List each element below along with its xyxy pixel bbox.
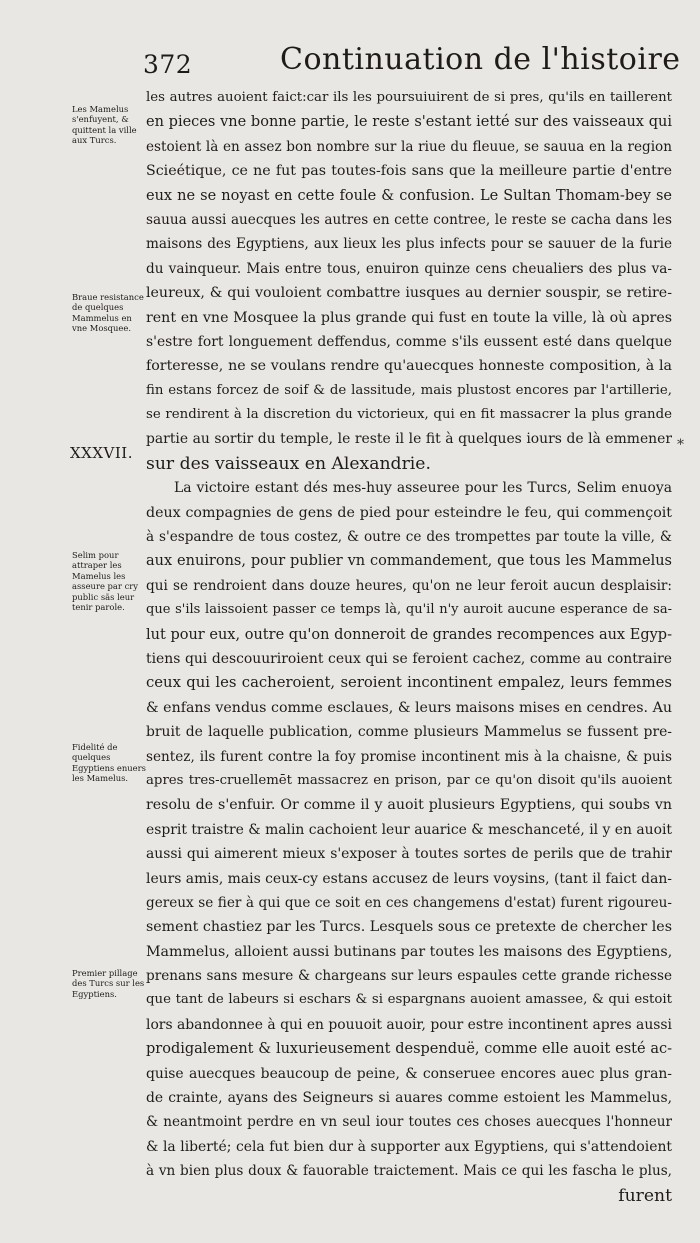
text-line: sauua aussi auecques les autres en cette contree, le reste se cacha dans les xyxy=(146,211,672,228)
text-line: aussi qui aimerent mieux s'exposer à toutes sortes de perils que de trahir xyxy=(146,846,672,863)
text-line: estoient là en assez bon nombre sur la riue du fleuue, se sauua en la region xyxy=(146,138,672,155)
text-line: s'estre fort longuement deffendus, comme s'ils eussent esté dans quelque xyxy=(146,333,672,350)
text-line: à vn bien plus doux & fauorable traictement. Mais ce qui les fascha le plus, xyxy=(146,1163,672,1180)
text-line: lut pour eux, outre qu'on donneroit de grandes recompences aux Egyp- xyxy=(146,626,672,643)
text-line: La victoire estant dés mes-huy asseuree pour les Turcs, Selim enuoya xyxy=(174,480,672,497)
text-line: ceux qui les cacheroient, seroient incontinent empalez, leurs femmes xyxy=(146,674,672,692)
text-line: à s'espandre de tous costez, & outre ce des trompettes par toute la ville, & xyxy=(146,529,672,546)
chapter-number: XXXVII. xyxy=(70,444,133,462)
marginal-note: Premier pillage des Turcs sur les Egyptiens. xyxy=(72,968,145,999)
body-text xyxy=(146,86,672,1208)
text-line: Mammelus, alloient aussi butinans par toutes les maisons des Egyptiens, xyxy=(146,943,672,960)
text-line: sement chastiez par les Turcs. Lesquels sous ce pretexte de chercher les xyxy=(146,919,672,936)
text-line: les autres auoient faict:car ils les poursuiuirent de si pres, qu'ils en taillerent xyxy=(146,90,672,105)
text-line: prodigalement & luxurieusement despenduë, comme elle auoit esté ac- xyxy=(146,1041,672,1058)
text-line: resolu de s'enfuir. Or comme il y auoit plusieurs Egyptiens, qui soubs vn xyxy=(146,797,672,814)
marginal-note: Selim pour attraper les Mamelus les asseure par cry public sãs leur tenir parole. xyxy=(72,550,139,613)
text-line: & la liberté; cela fut bien dur à supporter aux Egyptiens, qui s'attendoient xyxy=(146,1138,672,1155)
text-line: de crainte, ayans des Seigneurs si auares comme estoient les Mammelus, xyxy=(146,1090,672,1107)
text-line: & enfans vendus comme esclaues, & leurs maisons mises en cendres. Au xyxy=(146,699,672,716)
text-line: tiens qui descouuriroient ceux qui se feroient cachez, comme au contraire xyxy=(146,650,672,667)
text-line: rent en vne Mosquee la plus grande qui fust en toute la ville, là où apres xyxy=(146,309,672,326)
text-line: bruit de laquelle publication, comme plusieurs Mammelus se fussent pre- xyxy=(146,724,672,741)
text-line: leureux, & qui vouloient combattre iusques au dernier souspir, se retire- xyxy=(146,285,672,302)
text-line: du vainqueur. Mais entre tous, enuiron quinze cens cheualiers des plus va- xyxy=(146,260,672,277)
text-line: fin estans forcez de soif & de lassitude, mais plustost encores par l'artillerie, xyxy=(146,382,672,398)
marginal-note: Braue resistance de quelques Mammelus en vne Mosquee. xyxy=(72,292,144,334)
text-line: deux compagnies de gens de pied pour esteindre le feu, qui commençoit xyxy=(146,504,672,521)
text-line: sentez, ils furent contre la foy promise incontinent mis à la chaisne, & puis xyxy=(146,748,672,765)
text-line: apres tres-cruellemēt massacrez en prison, par ce qu'on disoit qu'ils auoient xyxy=(146,772,672,788)
text-line: lors abandonnee à qui en pouuoit auoir, pour estre incontinent apres aussi xyxy=(146,1016,672,1033)
text-line: Scieétique, ce ne fut pas toutes-fois sans que la meilleure partie d'entre xyxy=(146,163,672,180)
text-line: partie au sortir du temple, le reste il le fit à quelques iours de là emmener xyxy=(146,431,672,448)
text-line: gereux se fier à qui que ce soit en ces changemens d'estat) furent rigoureu- xyxy=(146,894,672,911)
marginal-note: Fidelité de quelques Egyptiens enuers les Mamelus. xyxy=(72,742,146,784)
page-number: 372 xyxy=(143,50,193,79)
marginal-note: Les Mamelus s'enfuyent, & quittent la ville aux Turcs. xyxy=(72,104,137,146)
text-line: maisons des Egyptiens, aux lieux les plus infects pour se sauuer de la furie xyxy=(146,236,672,253)
text-line: furent xyxy=(618,1185,672,1206)
running-head: Continuation de l'histoire xyxy=(280,42,681,77)
text-line: quise auecques beaucoup de peine, & conseruee encores auec plus gran- xyxy=(146,1065,672,1082)
text-line: prenans sans mesure & chargeans sur leurs espaules cette grande richesse xyxy=(146,968,672,985)
text-line: forteresse, ne se voulans rendre qu'auecques honneste composition, à la xyxy=(146,358,672,375)
text-line: que tant de labeurs si eschars & si espargnans auoient amassee, & qui estoit xyxy=(146,992,672,1008)
text-line: leurs amis, mais ceux-cy estans accusez de leurs voysins, (tant il faict dan- xyxy=(146,870,672,887)
text-line: sur des vaisseaux en Alexandrie. xyxy=(146,453,431,474)
text-line: se rendirent à la discretion du victorieux, qui en fit massacrer la plus grande xyxy=(146,407,672,423)
text-line: & neantmoint perdre en vn seul iour toutes ces choses auecques l'honneur xyxy=(146,1114,672,1131)
text-line: aux enuirons, pour publier vn commandement, que tous les Mammelus xyxy=(146,553,672,570)
margin-asterisk: * xyxy=(677,437,684,453)
text-line: esprit traistre & malin cachoient leur auarice & meschanceté, il y en auoit xyxy=(146,821,672,838)
text-line: eux ne se noyast en cette foule & confusion. Le Sultan Thomam-bey se xyxy=(146,187,672,204)
text-line: qui se rendroient dans douze heures, qu'on ne leur feroit aucun desplaisir: xyxy=(146,577,672,594)
text-line: en pieces vne bonne partie, le reste s'estant ietté sur des vaisseaux qui xyxy=(146,114,672,131)
text-line: que s'ils laissoient passer ce temps là, qu'il n'y auroit aucune esperance de sa- xyxy=(146,602,672,618)
